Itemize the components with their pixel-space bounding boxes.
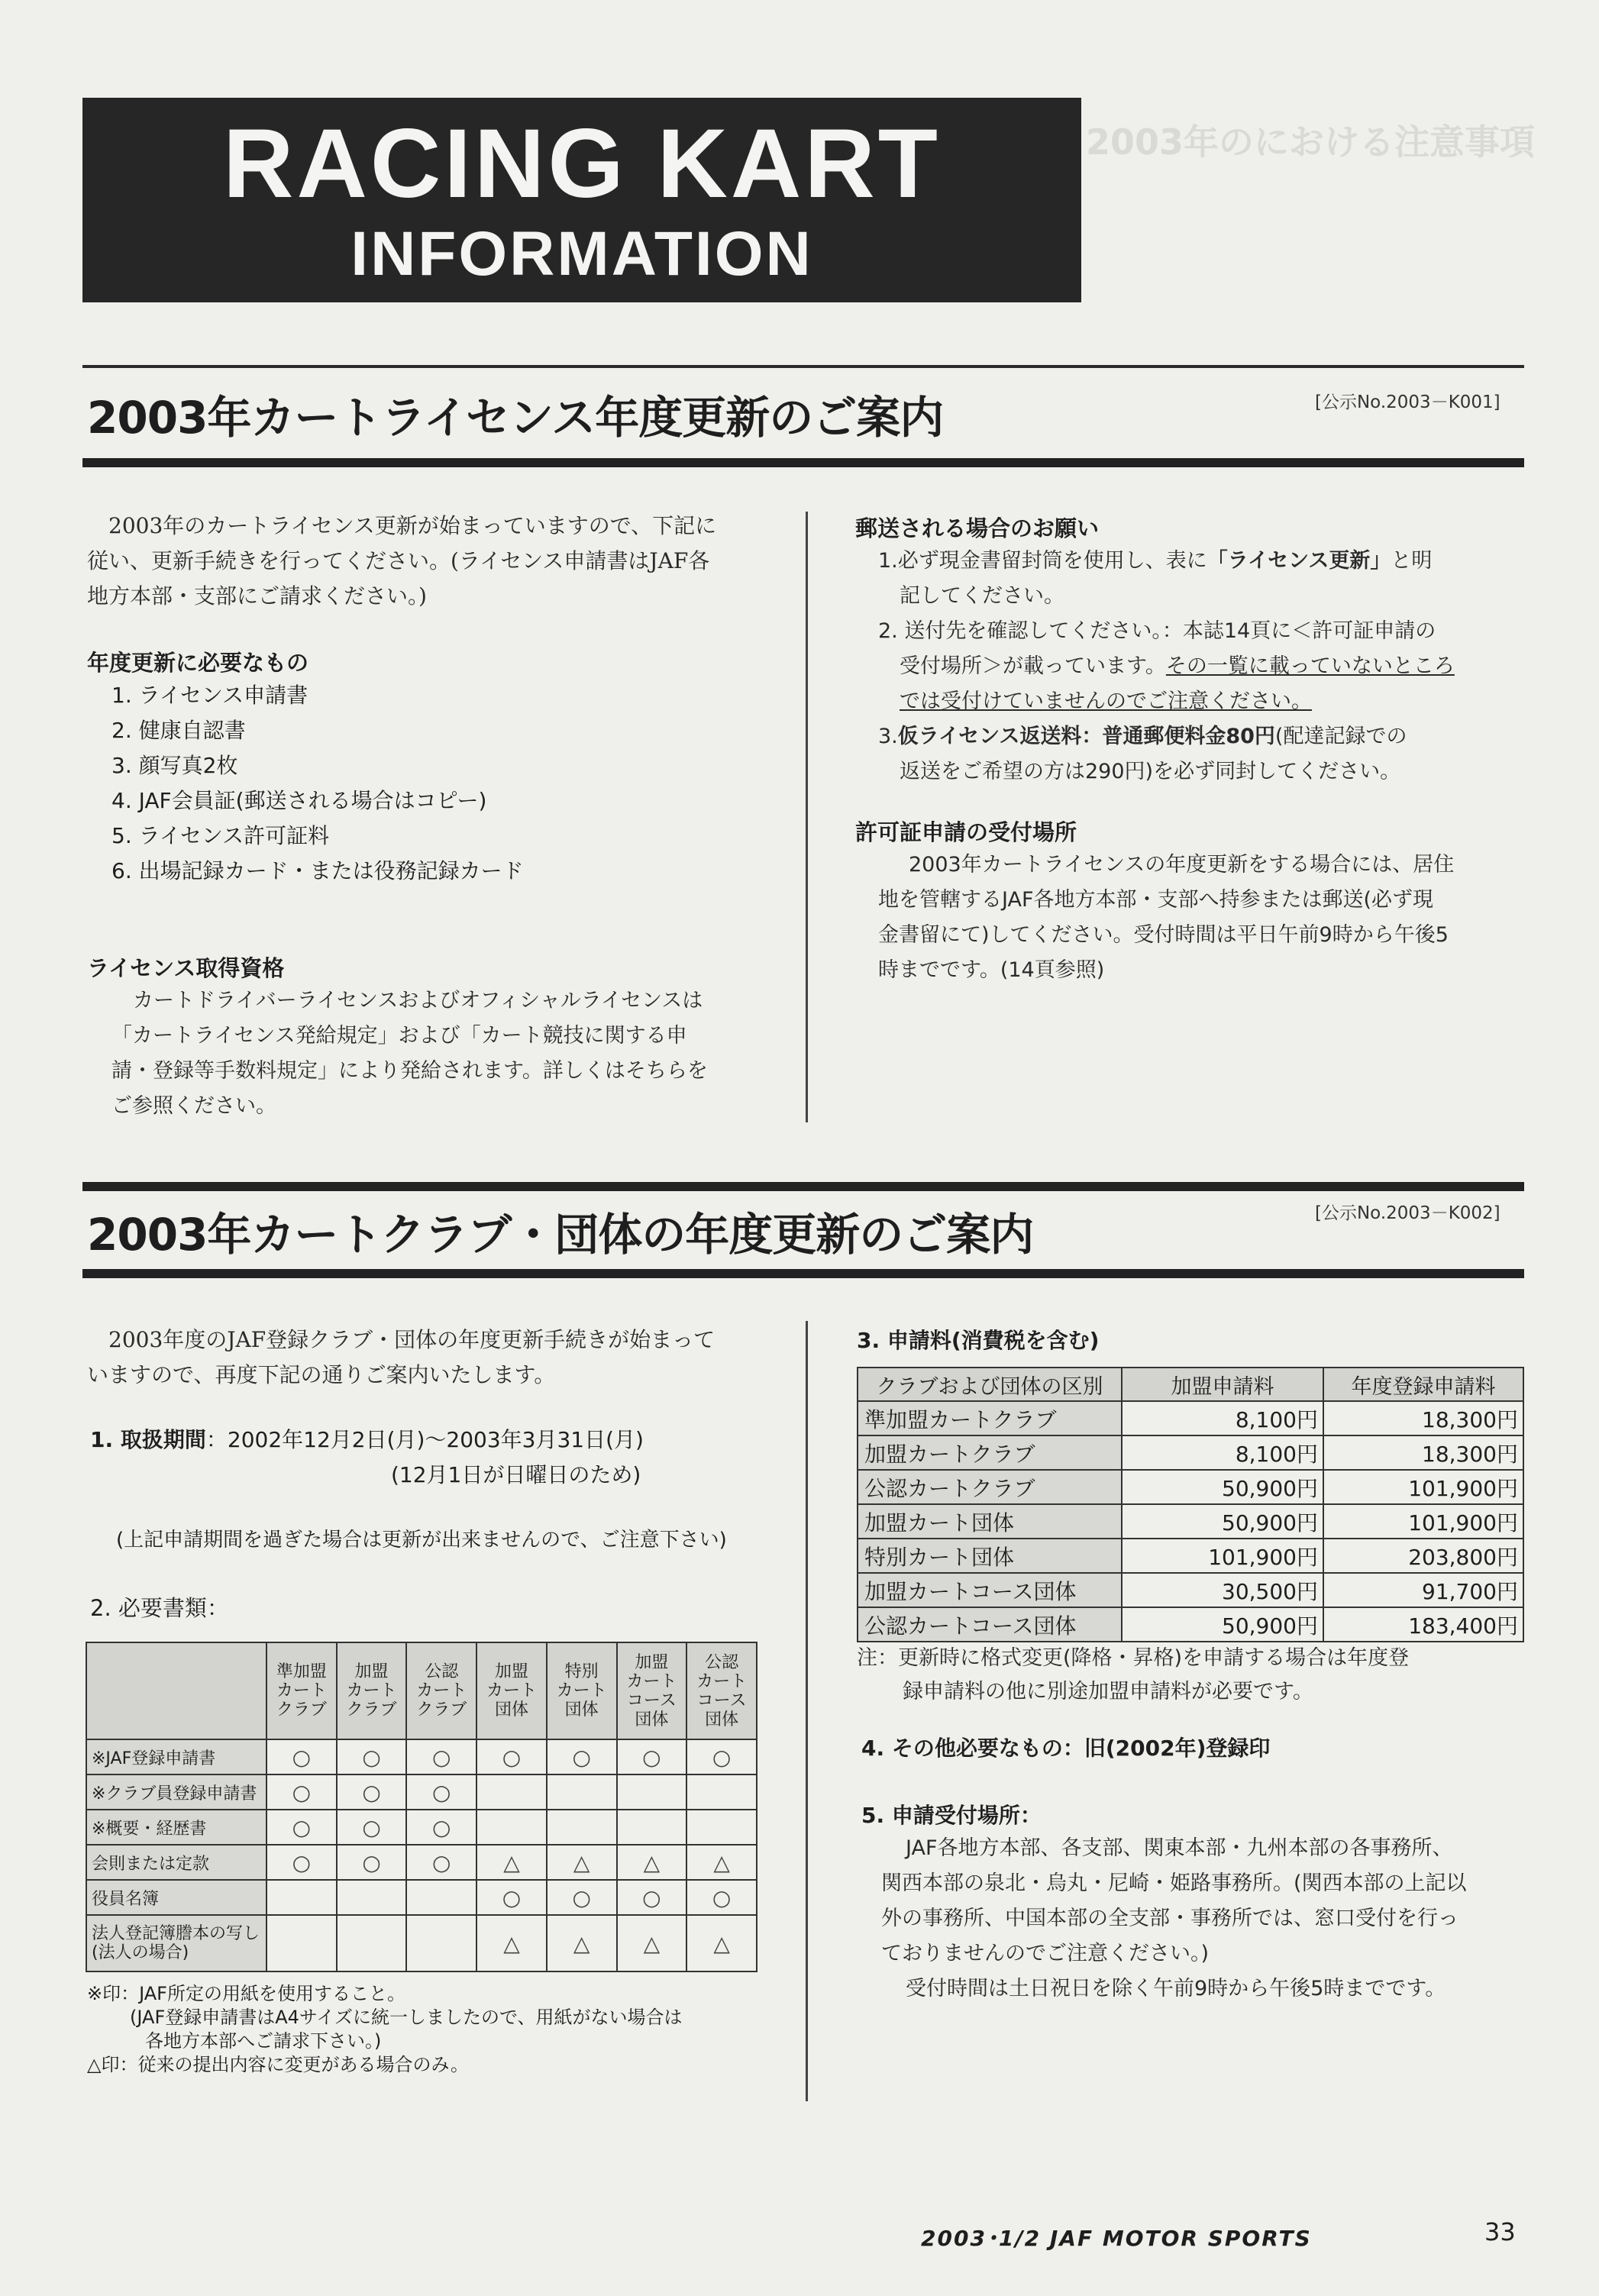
annual-fee: 18,300円	[1323, 1401, 1523, 1435]
section2-notice-number: [公示No.2003－K002]	[1315, 1203, 1500, 1223]
requirement-mark: ○	[547, 1880, 617, 1915]
handling-period-note: (12月1日が日曜日のため)	[391, 1462, 641, 1487]
section2-title: 2003年カートクラブ・団体の年度更新のご案内	[87, 1209, 1034, 1261]
table-row	[858, 1573, 1523, 1607]
annual-fee: 183,400円	[1323, 1607, 1523, 1642]
requirement-mark: ○	[476, 1880, 547, 1915]
membership-fee: 30,500円	[1122, 1573, 1323, 1607]
requirement-mark	[547, 1810, 617, 1845]
documents-column-header: 公認 カート コース 団体	[686, 1642, 757, 1739]
mail-step-3-number: 3.	[878, 725, 898, 748]
fee-column-header: 加盟申請料	[1122, 1368, 1323, 1401]
organization-type: 準加盟カートクラブ	[858, 1401, 1122, 1435]
requirement-mark: ○	[337, 1774, 407, 1810]
reception-place-line: 受付時間は土日祝日を除く午前9時から午後5時までです。	[906, 1977, 1446, 2001]
annual-fee: 18,300円	[1323, 1435, 1523, 1470]
reception-place-heading: 5. 申請受付場所：	[861, 1803, 1042, 1828]
requirement-mark: ○	[547, 1739, 617, 1774]
requirement-mark: ○	[686, 1880, 757, 1915]
documents-note: 各地方本部へご請求下さい。)	[145, 2030, 382, 2052]
reception-place-line: ておりませんのでご注意ください。)	[881, 1942, 1210, 1965]
table-row	[86, 1739, 757, 1774]
membership-fee: 101,900円	[1122, 1539, 1323, 1573]
reception-place-line: JAF各地方本部、各支部、関東本部・九州本部の各事務所、	[906, 1836, 1453, 1860]
organization-type: 公認カートコース団体	[858, 1607, 1122, 1642]
requirement-mark: ○	[617, 1880, 687, 1915]
requirement-mark: △	[476, 1845, 547, 1880]
mail-step-2-underlined: その一覧に載っていないところ	[1165, 654, 1455, 678]
requirement-mark: △	[547, 1915, 617, 1971]
documents-note: △印：従来の提出内容に変更がある場合のみ。	[87, 2054, 469, 2075]
section1-intro	[87, 509, 774, 614]
membership-fee: 8,100円	[1122, 1435, 1323, 1470]
section1-column-divider	[806, 512, 808, 1122]
table-row	[86, 1810, 757, 1845]
requirement-mark	[476, 1774, 547, 1810]
table-row	[86, 1774, 757, 1810]
organization-type: 加盟カート団体	[858, 1504, 1122, 1539]
qualification-line: 請・登録等手数料規定」により発給されます。詳しくはそちらを	[111, 1059, 708, 1083]
requirement-mark: ○	[266, 1739, 337, 1774]
table-row	[86, 1845, 757, 1880]
annual-fee: 101,900円	[1323, 1504, 1523, 1539]
requirement-mark: ○	[337, 1739, 407, 1774]
fee-note-line: 注：更新時に格式変更(降格・昇格)を申請する場合は年度登	[857, 1646, 1410, 1670]
office-line: 2003年カートライセンスの年度更新をする場合には、居住	[909, 853, 1455, 877]
documents-column-header: 加盟 カート コース 団体	[617, 1642, 687, 1739]
requirement-mark: ○	[406, 1774, 476, 1810]
document-name: ※JAF登録申請書	[86, 1739, 266, 1774]
documents-column-header: 準加盟 カート クラブ	[266, 1642, 337, 1739]
membership-fee: 50,900円	[1122, 1470, 1323, 1504]
section1-bottom-rule	[82, 458, 1524, 467]
requirement-mark: △	[686, 1915, 757, 1971]
table-row	[858, 1539, 1523, 1573]
table-row	[858, 1504, 1523, 1539]
requirement-mark	[266, 1880, 337, 1915]
office-line: 地を管轄するJAF各地方本部・支部へ持参または郵送(必ず現	[878, 888, 1434, 912]
requirement-mark: ○	[406, 1739, 476, 1774]
mail-step-1-cont: 記してください。	[900, 584, 1064, 608]
required-item: 3. 顔写真2枚	[111, 753, 238, 778]
mail-step-1-emphasis: 「ライセンス更新」	[1207, 549, 1391, 573]
handling-period	[90, 1423, 644, 1454]
required-documents-table	[86, 1642, 758, 1972]
annual-fee: 91,700円	[1323, 1573, 1523, 1607]
requirement-mark: ○	[406, 1810, 476, 1845]
requirement-mark: △	[476, 1915, 547, 1971]
section2-top-rule	[82, 1182, 1524, 1191]
membership-fee: 50,900円	[1122, 1607, 1323, 1642]
requirement-mark: ○	[406, 1845, 476, 1880]
table-row	[858, 1435, 1523, 1470]
document-name: ※概要・経歴書	[86, 1810, 266, 1845]
requirement-mark: ○	[337, 1845, 407, 1880]
bleed-through-text: 2003年のにおける注意事項	[1086, 121, 1536, 163]
requirement-mark	[617, 1810, 687, 1845]
annual-fee: 203,800円	[1323, 1539, 1523, 1573]
mail-step-2-underlined-end: では受付けていませんのでご注意ください。	[900, 689, 1312, 713]
required-item: 1. ライセンス申請書	[111, 683, 308, 708]
documents-column-header: 公認 カート クラブ	[406, 1642, 476, 1739]
handling-period-label: 1. 取扱期間	[90, 1427, 206, 1452]
documents-column-header: 特別 カート 団体	[547, 1642, 617, 1739]
fee-heading: 3. 申請料(消費税を含む)	[857, 1328, 1100, 1353]
organization-type: 特別カート団体	[858, 1539, 1122, 1573]
documents-note: ※印：JAF所定の用紙を使用すること。	[87, 1983, 405, 2004]
section2-column-divider	[806, 1321, 808, 2101]
section2-intro-line: 2003年度のJAF登録クラブ・団体の年度更新手続きが始まって	[108, 1327, 716, 1352]
other-items-heading: 4. その他必要なもの：旧(2002年)登録印	[861, 1736, 1271, 1761]
office-line: 金書留にて)してください。受付時間は平日午前9時から午後5	[878, 923, 1449, 947]
annual-fee: 101,900円	[1323, 1470, 1523, 1504]
reception-place-line: 関西本部の泉北・烏丸・尼崎・姫路事務所。(関西本部の上記以	[881, 1871, 1467, 1895]
table-row	[858, 1607, 1523, 1642]
membership-fee: 8,100円	[1122, 1401, 1323, 1435]
mail-step-2-text: 2. 送付先を確認してください。：本誌14頁に＜許可証申請の	[878, 619, 1436, 643]
organization-type: 加盟カートクラブ	[858, 1435, 1122, 1470]
handling-period-value: ：2002年12月2日(月)～2003年3月31日(月)	[205, 1427, 644, 1452]
section1-top-rule	[82, 365, 1524, 368]
section2-intro-line: いますので、再度下記の通りご案内いたします。	[87, 1362, 556, 1387]
magazine-footer: 2003･1/2 JAF MOTOR SPORTS	[921, 2226, 1312, 2251]
fee-column-header: 年度登録申請料	[1323, 1368, 1523, 1401]
required-item: 6. 出場記録カード・または役務記録カード	[111, 858, 524, 883]
requirement-mark	[476, 1810, 547, 1845]
banner-title: RACING KART	[223, 109, 941, 218]
organization-type: 加盟カートコース団体	[858, 1573, 1122, 1607]
document-name: 会則または定款	[86, 1845, 266, 1880]
requirement-mark: ○	[686, 1739, 757, 1774]
required-items-heading: 年度更新に必要なもの	[87, 650, 309, 676]
office-line: 時までです。(14頁参照)	[878, 958, 1105, 982]
fee-column-header: クラブおよび団体の区別	[858, 1368, 1122, 1401]
qualification-line: ご参照ください。	[111, 1094, 276, 1118]
office-heading: 許可証申請の受付場所	[855, 819, 1077, 845]
section1-intro-line: 地方本部・支部にご請求ください。)	[87, 583, 427, 609]
documents-column-header: 加盟 カート 団体	[476, 1642, 547, 1739]
membership-fee: 50,900円	[1122, 1504, 1323, 1539]
qualification-line: 「カートライセンス発給規定」および「カート競技に関する申	[111, 1024, 687, 1048]
section1-notice-number: [公示No.2003－K001]	[1315, 392, 1500, 412]
organization-type: 公認カートクラブ	[858, 1470, 1122, 1504]
reception-place-line: 外の事務所、中国本部の全支部・事務所では、窓口受付を行っ	[881, 1907, 1458, 1930]
document-name: ※クラブ員登録申請書	[86, 1774, 266, 1810]
mail-heading: 郵送される場合のお願い	[855, 515, 1100, 541]
section1-title: 2003年カートライセンス年度更新のご案内	[87, 392, 944, 444]
fee-note-line: 録申請料の他に別途加盟申請料が必要です。	[903, 1680, 1313, 1703]
racing-kart-banner	[82, 98, 1081, 302]
requirement-mark: △	[686, 1845, 757, 1880]
requirement-mark: ○	[617, 1739, 687, 1774]
period-warning: (上記申請期間を過ぎた場合は更新が出来ませんので、ご注意下さい)	[116, 1529, 727, 1552]
requirement-mark: ○	[266, 1810, 337, 1845]
requirement-mark	[406, 1880, 476, 1915]
requirement-mark	[406, 1915, 476, 1971]
mail-step-3-cont: 返送をご希望の方は290円)を必ず同封してください。	[900, 760, 1401, 783]
mail-step-2-cont: 受付場所＞が載っています。	[900, 654, 1166, 678]
required-item: 5. ライセンス許可証料	[111, 823, 330, 848]
qualification-line: カートドライバーライセンスおよびオフィシャルライセンスは	[133, 989, 703, 1012]
requirement-mark: △	[617, 1845, 687, 1880]
office-text	[878, 848, 1527, 988]
requirement-mark: ○	[266, 1845, 337, 1880]
table-row	[86, 1880, 757, 1915]
documents-table-corner	[86, 1642, 266, 1739]
documents-note: (JAF登録申請書はA4サイズに統一しましたので、用紙がない場合は	[130, 2007, 683, 2028]
mail-step-1-end: と明	[1391, 549, 1433, 573]
qualification-heading: ライセンス取得資格	[87, 955, 285, 981]
required-item: 4. JAF会員証(郵送される場合はコピー)	[111, 788, 487, 813]
requirement-mark	[266, 1915, 337, 1971]
requirement-mark: ○	[476, 1739, 547, 1774]
documents-column-header: 加盟 カート クラブ	[337, 1642, 407, 1739]
qualification-text	[111, 983, 783, 1124]
application-fee-table	[857, 1367, 1524, 1642]
documents-notes	[87, 1982, 683, 2077]
requirement-mark: △	[617, 1915, 687, 1971]
required-item: 2. 健康自認書	[111, 718, 246, 743]
requirement-mark: △	[547, 1845, 617, 1880]
requirement-mark	[547, 1774, 617, 1810]
requirement-mark	[337, 1915, 407, 1971]
required-documents-heading: 2. 必要書類：	[90, 1595, 229, 1621]
banner-subtitle: INFORMATION	[350, 219, 813, 289]
requirement-mark	[686, 1810, 757, 1845]
page-number: 33	[1484, 2217, 1516, 2246]
requirement-mark: ○	[266, 1774, 337, 1810]
section2-intro	[87, 1322, 774, 1393]
section2-bottom-rule	[82, 1269, 1524, 1278]
mail-step-3-note: (配達記録での	[1274, 725, 1407, 748]
requirement-mark	[337, 1880, 407, 1915]
fee-note	[857, 1642, 1529, 1709]
requirement-mark: ○	[337, 1810, 407, 1845]
mail-instructions	[878, 544, 1527, 790]
table-row	[858, 1401, 1523, 1435]
required-items-list	[111, 678, 524, 889]
mail-step-3-emphasis: 仮ライセンス返送料：普通郵便料金80円	[897, 725, 1275, 748]
mail-step-1-text: 1.必ず現金書留封筒を使用し、表に	[878, 549, 1207, 573]
requirement-mark	[617, 1774, 687, 1810]
section1-intro-line: 従い、更新手続きを行ってください。(ライセンス申請書はJAF各	[87, 548, 710, 573]
section1-intro-line: 2003年のカートライセンス更新が始まっていますので、下記に	[108, 513, 717, 538]
document-name: 役員名簿	[86, 1880, 266, 1915]
requirement-mark	[686, 1774, 757, 1810]
table-row	[858, 1470, 1523, 1504]
reception-place-text	[881, 1831, 1530, 2007]
document-name: 法人登記簿謄本の写し (法人の場合)	[86, 1915, 266, 1971]
table-row	[86, 1915, 757, 1971]
